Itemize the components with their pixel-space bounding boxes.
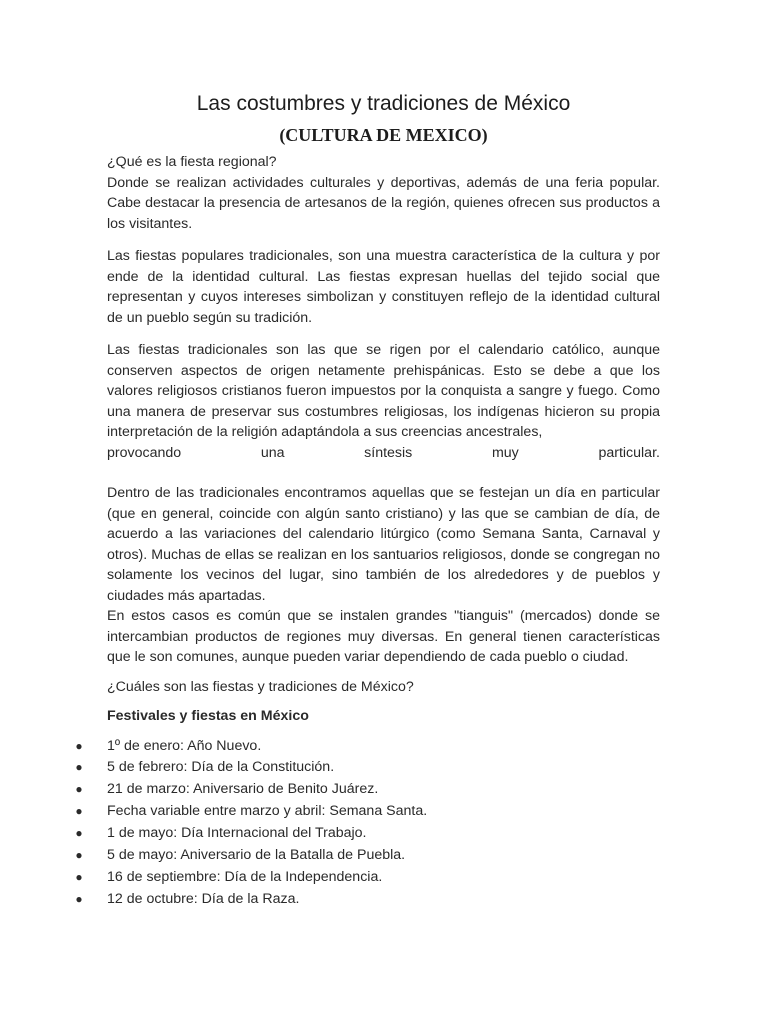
bullet-icon: ● [75,848,83,863]
question-fiestas-mexico: ¿Cuáles son las fiestas y tradiciones de México? [107,678,414,695]
question-regional-fiesta: ¿Qué es la fiesta regional? [107,154,277,170]
list-item [77,845,660,867]
paragraph-fiestas-tradicionales-block [107,340,660,463]
last-line-word: una [260,444,285,461]
bullet-icon: ● [75,760,83,775]
list-item [77,801,660,823]
bullet-icon: ● [75,782,83,797]
document-title: Las costumbres y tradiciones de México [196,92,571,115]
holiday-list [77,736,660,911]
holiday-text: 1º de enero: Año Nuevo. [107,737,262,754]
list-item [77,779,660,801]
list-item [77,867,660,889]
document-page [75,0,660,911]
bullet-icon: ● [75,869,83,884]
list-item [77,757,660,779]
list-item [77,823,660,845]
holiday-text: Fecha variable entre marzo y abril: Semana Santa. [107,803,428,820]
last-line-word: provocando [107,444,182,461]
paragraph-tianguis: En estos casos es común que se instalen grandes "tianguis" (mercados) donde se intercambian productos de regiones muy diversas. En general tienen características que le son comunes, aunque pueden variar dependiendo de cada pueblo o ciudad. [107,608,660,665]
holiday-text: 16 de septiembre: Día de la Independencia. [107,868,383,885]
paragraph-tradicionales: Dentro de las tradicionales encontramos aquellas que se festejan un día en particular (que en general, coincide con algún santo cristiano) y las que se cambian de día, de acuerdo a las variaciones del calendario litúrgico (como Semana Santa, Carnaval y otros). Muchas de ellas se realizan en los santuarios religiosos, donde se congregan no solamente los vecinos del lugar, sino también de los alrededores y de pueblos y ciudades más apartadas. [107,485,660,604]
paragraph-tradicionales-block [107,483,660,668]
holiday-text: 5 de febrero: Día de la Constitución. [107,759,335,776]
bullet-icon: ● [75,826,83,841]
paragraph-feria: Donde se realizan actividades culturales y deportivas, además de una feria popular. Cabe destacar la presencia de artesanos de la región, quienes ofrecen sus productos a los visitantes. [107,174,660,232]
bullet-icon: ● [75,891,83,906]
document-subtitle: (CULTURA DE MEXICO) [279,125,488,145]
list-item [77,736,660,758]
last-line-word: particular. [598,444,660,461]
holiday-text: 5 de mayo: Aniversario de la Batalla de Puebla. [107,847,406,864]
holiday-text: 21 de marzo: Aniversario de Benito Juárez. [107,781,379,798]
holiday-text: 12 de octubre: Día de la Raza. [107,890,300,907]
last-line-word: síntesis [364,444,413,461]
paragraph-fiestas-tradicionales: Las fiestas tradicionales son las que se rigen por el calendario católico, aunque conserven aspectos de origen netamente prehispánicas. Esto se debe a que los valores religiosos cristianos fueron impuestos por la conquista a sangre y fuego. Como una manera de preservar sus costumbres religiosas, los indígenas hicieron su propia interpretación de la religión adaptándola a sus creencias ancestrales, [107,342,660,440]
festivals-heading: Festivales y fiestas en México [107,708,309,724]
bullet-icon: ● [75,738,83,753]
holiday-text: 1 de mayo: Día Internacional del Trabajo. [107,825,367,842]
list-item [77,889,660,911]
paragraph-fiestas-tradicionales-last-line [107,443,660,464]
paragraph-fiestas-populares: Las fiestas populares tradicionales, son una muestra característica de la cultura y por ende de la identidad cultural. Las fiestas expresan huellas del tejido social que representan y cuyos intereses simbolizan y constituyen reflejo de la identidad cultural de un pueblo según su tradición. [107,248,660,326]
last-line-word: muy [491,444,519,461]
bullet-icon: ● [75,804,83,819]
